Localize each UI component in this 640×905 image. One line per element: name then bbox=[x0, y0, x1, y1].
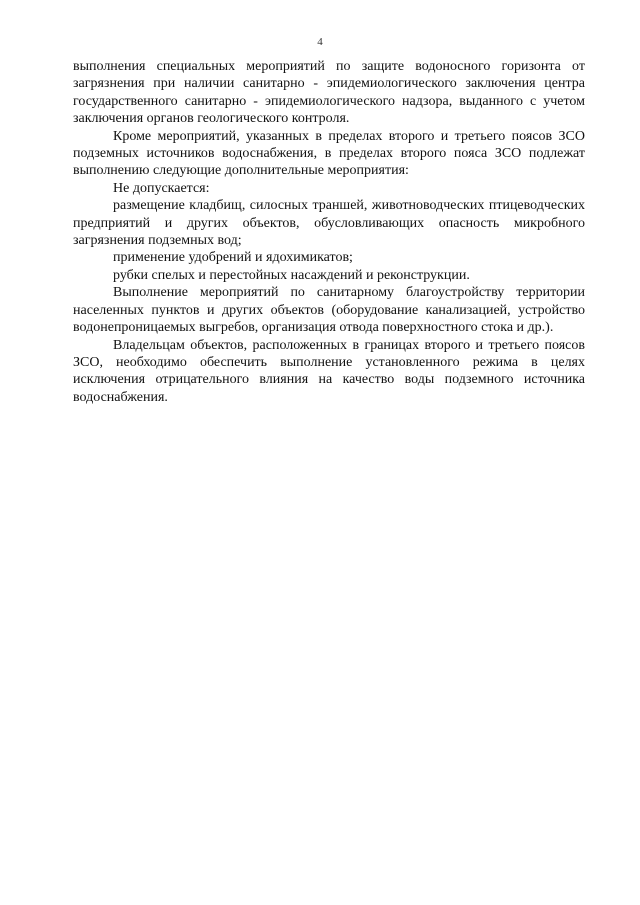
paragraph-not-allowed-heading: Не допускается: bbox=[113, 180, 210, 196]
paragraph-fertilizers: применение удобрений и ядохимикатов; bbox=[113, 250, 353, 266]
document-body bbox=[73, 58, 585, 406]
page-number: 4 bbox=[317, 36, 323, 48]
paragraph-logging: рубки спелых и перестойных насаждений и реконструкции. bbox=[113, 267, 470, 283]
paragraph-owners-obligation: Владельцам объектов, расположенных в границах второго и третьего поясов ЗСО, необходимо обеспечить выполнение установленного режима в целях исключения отрицательного влияния на качество воды подземного источника водоснабжения. bbox=[73, 337, 585, 405]
paragraph-cemeteries: размещение кладбищ, силосных траншей, животноводческих птицеводческих предприятий и других объектов, обусловливающих опасность микробного загрязнения подземных вод; bbox=[73, 198, 585, 249]
paragraph-additional-measures: Кроме мероприятий, указанных в пределах второго и третьего поясов ЗСО подземных источников водоснабжения, в пределах второго пояса ЗСО подлежат выполнению следующие дополнительные мероприятия: bbox=[73, 128, 585, 179]
paragraph-sanitary-improvement: Выполнение мероприятий по санитарному благоустройству территории населенных пунктов и других объектов (оборудование канализацией, устройство водонепроницаемых выгребов, организация отвода поверхностного стока и др.). bbox=[73, 285, 585, 336]
paragraph-continuation: выполнения специальных мероприятий по защите водоносного горизонта от загрязнения при наличии санитарно - эпидемиологического заключения центра государственного санитарно - эпидемиологического надзора, выданного с учетом заключения органов геологического контроля. bbox=[73, 59, 585, 127]
